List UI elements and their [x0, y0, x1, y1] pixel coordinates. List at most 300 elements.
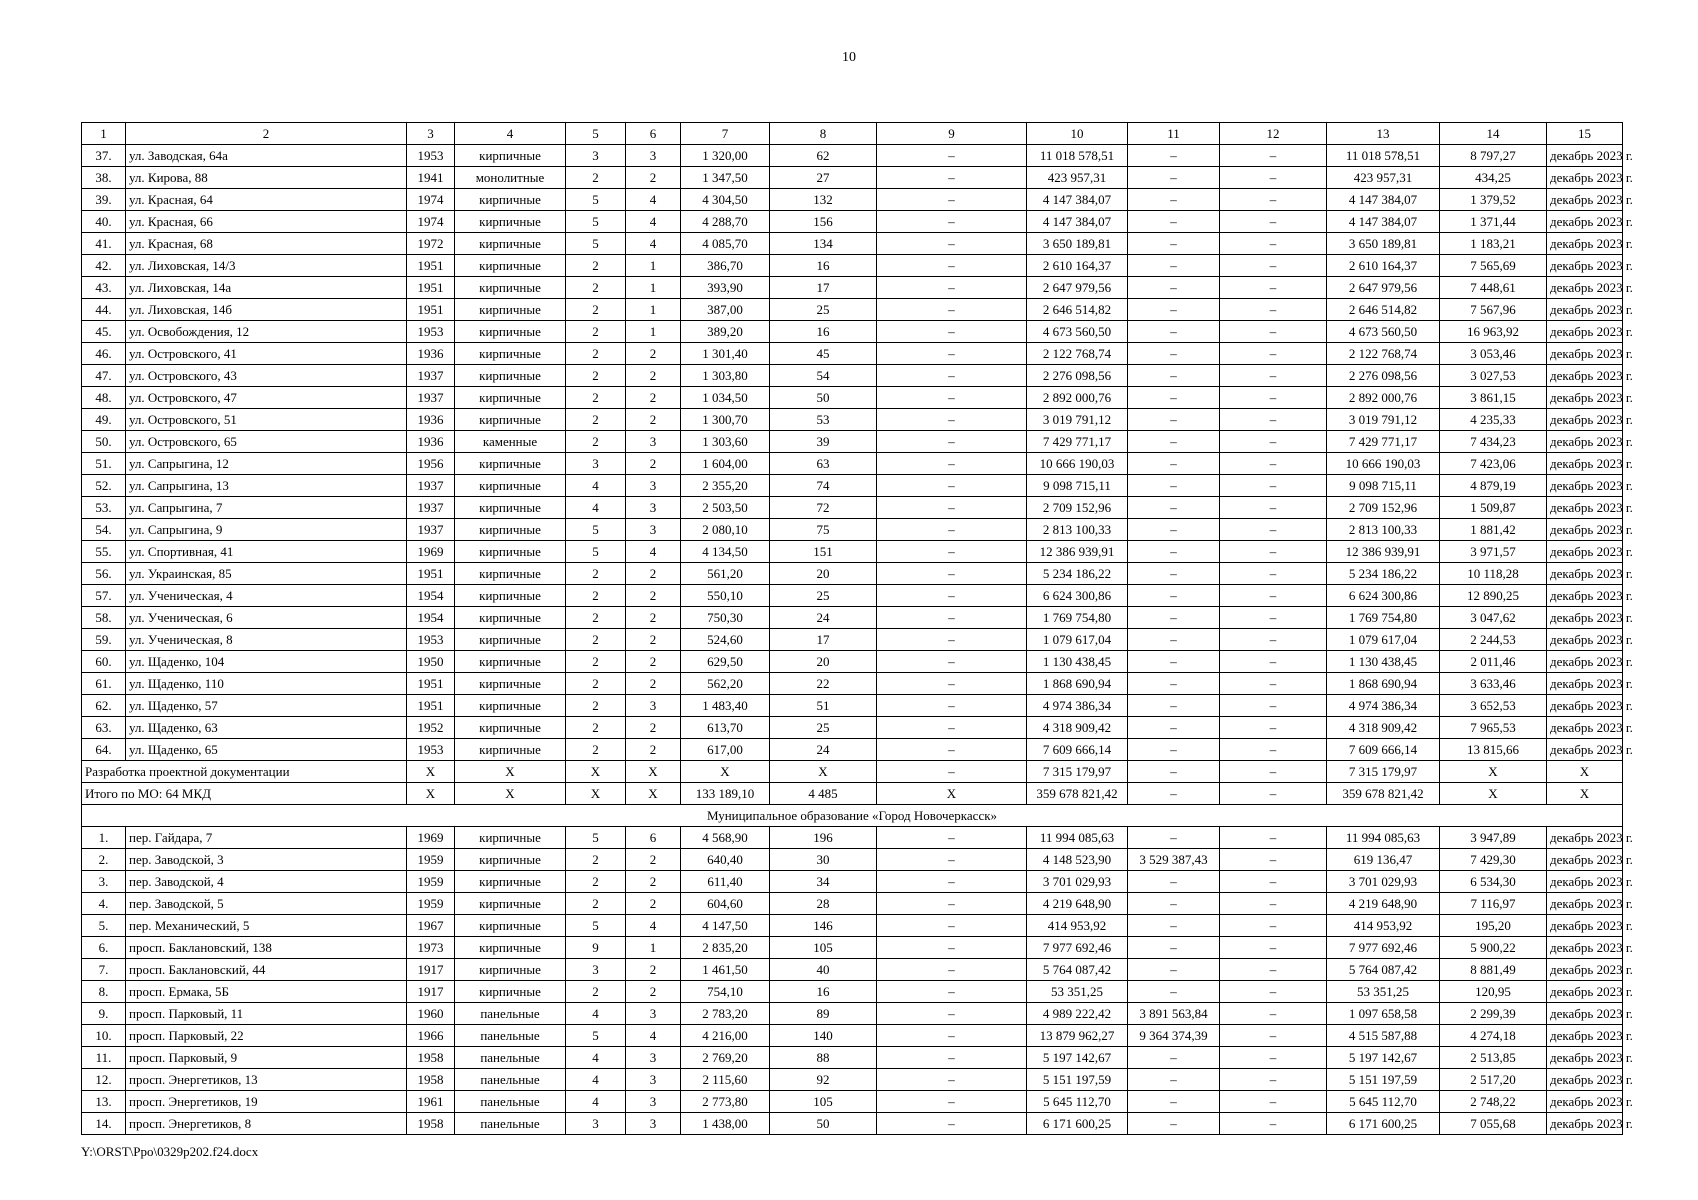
table-cell: –	[1220, 937, 1327, 959]
table-cell: 617,00	[681, 739, 770, 761]
table-cell: 46.	[82, 343, 126, 365]
table-cell: 3 529 387,43	[1128, 849, 1220, 871]
table-cell: кирпичные	[455, 827, 566, 849]
table-cell: 2 783,20	[681, 1003, 770, 1025]
table-cell: 4	[566, 475, 626, 497]
table-cell: –	[877, 343, 1027, 365]
table-cell: 2 517,20	[1440, 1069, 1547, 1091]
table-cell: 4 989 222,42	[1027, 1003, 1128, 1025]
table-cell: –	[877, 651, 1027, 673]
table-cell: декабрь 2023 г.	[1547, 167, 1623, 189]
table-cell: 4 147 384,07	[1027, 211, 1128, 233]
table-cell: кирпичные	[455, 585, 566, 607]
table-cell: декабрь 2023 г.	[1547, 365, 1623, 387]
table-cell: 4 085,70	[681, 233, 770, 255]
table-cell: 3 053,46	[1440, 343, 1547, 365]
table-cell: 561,20	[681, 563, 770, 585]
table-cell: кирпичные	[455, 299, 566, 321]
table-cell: 1958	[407, 1113, 455, 1135]
table-cell: 132	[770, 189, 877, 211]
table-cell: декабрь 2023 г.	[1547, 299, 1623, 321]
table-cell: –	[1128, 959, 1220, 981]
table-cell: 2	[566, 409, 626, 431]
table-cell: 3 861,15	[1440, 387, 1547, 409]
table-cell: 7 609 666,14	[1327, 739, 1440, 761]
table-cell: 1960	[407, 1003, 455, 1025]
table-cell: –	[1128, 695, 1220, 717]
table-cell: 3	[626, 1069, 681, 1091]
table-cell: 47.	[82, 365, 126, 387]
table-cell: 2 610 164,37	[1027, 255, 1128, 277]
design-docs-row	[82, 761, 1623, 783]
table-cell: 611,40	[681, 871, 770, 893]
table-cell: ул. Щаденко, 110	[126, 673, 407, 695]
table-cell: 7 423,06	[1440, 453, 1547, 475]
table-cell: –	[1128, 827, 1220, 849]
table-cell: 1966	[407, 1025, 455, 1047]
table-cell: 3 019 791,12	[1027, 409, 1128, 431]
table-cell: кирпичные	[455, 871, 566, 893]
table-cell: 2 892 000,76	[1327, 387, 1440, 409]
table-cell: 3	[566, 145, 626, 167]
table-cell: –	[877, 167, 1027, 189]
table-cell: 1 881,42	[1440, 519, 1547, 541]
table-row	[82, 453, 1623, 475]
table-cell: 2 276 098,56	[1027, 365, 1128, 387]
table-cell: 524,60	[681, 629, 770, 651]
table-cell: 1917	[407, 981, 455, 1003]
table-cell: –	[1128, 915, 1220, 937]
table-cell: 25	[770, 299, 877, 321]
table-cell: 2	[566, 299, 626, 321]
table-cell: 1953	[407, 145, 455, 167]
table-cell: 3 650 189,81	[1327, 233, 1440, 255]
table-cell: 3 652,53	[1440, 695, 1547, 717]
table-cell: пер. Механический, 5	[126, 915, 407, 937]
table-cell: 39.	[82, 189, 126, 211]
table-cell: –	[1220, 1025, 1327, 1047]
table-cell: ул. Лиховская, 14/3	[126, 255, 407, 277]
table-cell: 11 994 085,63	[1027, 827, 1128, 849]
table-cell: –	[877, 1091, 1027, 1113]
table-cell: 17	[770, 629, 877, 651]
table-cell: 9	[566, 937, 626, 959]
table-cell: –	[877, 981, 1027, 1003]
table-cell: 1958	[407, 1047, 455, 1069]
table-cell: декабрь 2023 г.	[1547, 1069, 1623, 1091]
table-cell: 2 709 152,96	[1327, 497, 1440, 519]
table-cell: 1 438,00	[681, 1113, 770, 1135]
table-cell: 3	[626, 497, 681, 519]
table-cell: –	[1128, 233, 1220, 255]
table-cell: 4 288,70	[681, 211, 770, 233]
table-cell: 2	[566, 387, 626, 409]
table-cell: ул. Ученическая, 8	[126, 629, 407, 651]
table-cell: 1972	[407, 233, 455, 255]
table-cell: 2 709 152,96	[1027, 497, 1128, 519]
table-cell: 2 244,53	[1440, 629, 1547, 651]
table-cell: –	[1128, 981, 1220, 1003]
table-cell: 629,50	[681, 651, 770, 673]
table-cell: 3 701 029,93	[1027, 871, 1128, 893]
table-row	[82, 563, 1623, 585]
column-number: 9	[877, 123, 1027, 145]
table-cell: –	[1128, 387, 1220, 409]
table-cell: декабрь 2023 г.	[1547, 1113, 1623, 1135]
table-row	[82, 519, 1623, 541]
table-cell: –	[877, 585, 1027, 607]
table-cell: X	[1440, 761, 1547, 783]
table-cell: 1 130 438,45	[1027, 651, 1128, 673]
column-number: 1	[82, 123, 126, 145]
table-cell: 41.	[82, 233, 126, 255]
table-cell: декабрь 2023 г.	[1547, 431, 1623, 453]
table-cell: 59.	[82, 629, 126, 651]
table-cell: панельные	[455, 1025, 566, 1047]
table-cell: 5	[566, 519, 626, 541]
table-cell: 2	[566, 321, 626, 343]
table-cell: кирпичные	[455, 893, 566, 915]
table-cell: 4 568,90	[681, 827, 770, 849]
table-cell: –	[877, 717, 1027, 739]
table-row	[82, 211, 1623, 233]
table-cell: кирпичные	[455, 475, 566, 497]
table-cell: –	[877, 937, 1027, 959]
table-cell: 53	[770, 409, 877, 431]
table-row	[82, 1047, 1623, 1069]
table-cell: кирпичные	[455, 277, 566, 299]
table-cell: ул. Сапрыгина, 7	[126, 497, 407, 519]
table-cell: ул. Украинская, 85	[126, 563, 407, 585]
table-cell: 40.	[82, 211, 126, 233]
table-cell: ул. Ученическая, 6	[126, 607, 407, 629]
table-row	[82, 475, 1623, 497]
table-cell: 54	[770, 365, 877, 387]
table-cell: 1 034,50	[681, 387, 770, 409]
table-cell: 2	[566, 563, 626, 585]
table-cell: 1950	[407, 651, 455, 673]
table-cell: 1917	[407, 959, 455, 981]
table-cell: 4 274,18	[1440, 1025, 1547, 1047]
table-cell: 43.	[82, 277, 126, 299]
table-cell: 7 565,69	[1440, 255, 1547, 277]
table-cell: 6	[626, 827, 681, 849]
table-cell: 5 197 142,67	[1327, 1047, 1440, 1069]
table-cell: 44.	[82, 299, 126, 321]
table-cell: 389,20	[681, 321, 770, 343]
table-row	[82, 189, 1623, 211]
table-cell: 2	[566, 167, 626, 189]
table-cell: 4 515 587,88	[1327, 1025, 1440, 1047]
column-number: 13	[1327, 123, 1440, 145]
column-number: 3	[407, 123, 455, 145]
table-cell: 6 624 300,86	[1327, 585, 1440, 607]
table-cell: 1 303,80	[681, 365, 770, 387]
table-cell: 2 769,20	[681, 1047, 770, 1069]
table-cell: 11.	[82, 1047, 126, 1069]
table-cell: 2	[566, 695, 626, 717]
table-cell: 4 216,00	[681, 1025, 770, 1047]
table-cell: –	[1128, 937, 1220, 959]
table-row	[82, 1025, 1623, 1047]
table-cell: кирпичные	[455, 563, 566, 585]
table-cell: –	[1220, 387, 1327, 409]
table-cell: 2	[626, 607, 681, 629]
table-cell: декабрь 2023 г.	[1547, 387, 1623, 409]
table-cell: –	[1220, 563, 1327, 585]
table-cell: 2	[626, 893, 681, 915]
table-cell: 2	[626, 563, 681, 585]
table-row	[82, 607, 1623, 629]
table-cell: –	[877, 519, 1027, 541]
table-cell: кирпичные	[455, 695, 566, 717]
table-cell: 7 609 666,14	[1027, 739, 1128, 761]
table-cell: 10.	[82, 1025, 126, 1047]
table-cell: 89	[770, 1003, 877, 1025]
table-cell: 7 315 179,97	[1027, 761, 1128, 783]
table-cell: 2	[626, 343, 681, 365]
table-cell: 63	[770, 453, 877, 475]
table-cell: –	[1220, 761, 1327, 783]
table-row	[82, 497, 1623, 519]
table-cell: 2	[626, 629, 681, 651]
table-cell: кирпичные	[455, 453, 566, 475]
table-cell: –	[877, 871, 1027, 893]
table-cell: 9.	[82, 1003, 126, 1025]
table-cell: 4 147 384,07	[1327, 189, 1440, 211]
table-cell: 2 892 000,76	[1027, 387, 1128, 409]
table-cell: –	[1128, 475, 1220, 497]
table-cell: –	[877, 453, 1027, 475]
table-cell: 2	[626, 849, 681, 871]
table-cell: 54.	[82, 519, 126, 541]
table-cell: 6.	[82, 937, 126, 959]
table-row	[82, 827, 1623, 849]
table-cell: 4.	[82, 893, 126, 915]
table-cell: 5 900,22	[1440, 937, 1547, 959]
table-cell: 1954	[407, 585, 455, 607]
table-cell: декабрь 2023 г.	[1547, 1091, 1623, 1113]
table-cell: 2 011,46	[1440, 651, 1547, 673]
table-cell: –	[1220, 1113, 1327, 1135]
table-cell: X	[626, 783, 681, 805]
table-cell: кирпичные	[455, 651, 566, 673]
table-cell: ул. Островского, 47	[126, 387, 407, 409]
table-cell: 4	[626, 1025, 681, 1047]
table-cell: 2	[626, 453, 681, 475]
table-cell: 40	[770, 959, 877, 981]
file-path: Y:\ORST\Ppo\0329p202.f24.docx	[81, 1144, 259, 1159]
table-cell: –	[1220, 673, 1327, 695]
table-cell: декабрь 2023 г.	[1547, 497, 1623, 519]
table-cell: –	[1128, 167, 1220, 189]
table-cell: 6 171 600,25	[1327, 1113, 1440, 1135]
table-cell: –	[877, 607, 1027, 629]
table-cell: 1 868 690,94	[1027, 673, 1128, 695]
table-cell: X	[455, 783, 566, 805]
table-cell: 754,10	[681, 981, 770, 1003]
table-cell: декабрь 2023 г.	[1547, 1025, 1623, 1047]
table-cell: каменные	[455, 431, 566, 453]
table-cell: –	[1128, 1047, 1220, 1069]
table-cell: 2	[566, 585, 626, 607]
table-cell: 2 813 100,33	[1327, 519, 1440, 541]
table-cell: 359 678 821,42	[1027, 783, 1128, 805]
table-cell: 50	[770, 387, 877, 409]
table-cell: 105	[770, 937, 877, 959]
table-cell: 1941	[407, 167, 455, 189]
table-cell: 4	[566, 1091, 626, 1113]
column-number: 15	[1547, 123, 1623, 145]
table-cell: декабрь 2023 г.	[1547, 849, 1623, 871]
column-number: 2	[126, 123, 407, 145]
table-cell: X	[770, 761, 877, 783]
table-cell: 387,00	[681, 299, 770, 321]
table-cell: –	[1220, 717, 1327, 739]
table-cell: –	[1128, 717, 1220, 739]
table-cell: 49.	[82, 409, 126, 431]
table-cell: кирпичные	[455, 739, 566, 761]
total-label: Итого по МО: 64 МКД	[82, 783, 407, 805]
table-cell: ул. Сапрыгина, 12	[126, 453, 407, 475]
table-cell: ул. Щаденко, 63	[126, 717, 407, 739]
table-cell: 34	[770, 871, 877, 893]
total-row	[82, 783, 1623, 805]
column-number: 6	[626, 123, 681, 145]
table-cell: 1 461,50	[681, 959, 770, 981]
table-cell: декабрь 2023 г.	[1547, 959, 1623, 981]
table-cell: –	[1128, 145, 1220, 167]
table-cell: 1953	[407, 321, 455, 343]
table-cell: 7 434,23	[1440, 431, 1547, 453]
table-cell: 7 567,96	[1440, 299, 1547, 321]
table-cell: декабрь 2023 г.	[1547, 827, 1623, 849]
table-cell: 1951	[407, 695, 455, 717]
table-cell: 1 769 754,80	[1327, 607, 1440, 629]
table-cell: –	[1220, 431, 1327, 453]
table-cell: ул. Кирова, 88	[126, 167, 407, 189]
table-cell: 146	[770, 915, 877, 937]
table-cell: 3 891 563,84	[1128, 1003, 1220, 1025]
table-cell: декабрь 2023 г.	[1547, 453, 1623, 475]
table-cell: 2	[626, 871, 681, 893]
table-cell: –	[1128, 189, 1220, 211]
table-cell: 4 673 560,50	[1027, 321, 1128, 343]
table-cell: пер. Заводской, 3	[126, 849, 407, 871]
table-cell: 2 647 979,56	[1327, 277, 1440, 299]
table-cell: пер. Заводской, 5	[126, 893, 407, 915]
table-cell: 1 303,60	[681, 431, 770, 453]
table-row	[82, 981, 1623, 1003]
table-cell: 11 018 578,51	[1327, 145, 1440, 167]
table-cell: 4 974 386,34	[1027, 695, 1128, 717]
table-cell: 45	[770, 343, 877, 365]
table-cell: ул. Ученическая, 4	[126, 585, 407, 607]
table-cell: –	[1220, 739, 1327, 761]
table-cell: кирпичные	[455, 981, 566, 1003]
table-cell: 1967	[407, 915, 455, 937]
table-cell: 4 219 648,90	[1027, 893, 1128, 915]
table-cell: 434,25	[1440, 167, 1547, 189]
table-cell: 1 379,52	[1440, 189, 1547, 211]
table-body	[82, 123, 1633, 1135]
table-cell: 2	[626, 959, 681, 981]
table-cell: –	[1220, 145, 1327, 167]
table-cell: 53.	[82, 497, 126, 519]
table-cell: ул. Щаденко, 65	[126, 739, 407, 761]
table-cell: кирпичные	[455, 211, 566, 233]
table-cell: 414 953,92	[1327, 915, 1440, 937]
table-cell: X	[1547, 783, 1623, 805]
table-cell: 4	[626, 541, 681, 563]
table-cell: кирпичные	[455, 255, 566, 277]
table-cell: 1 097 658,58	[1327, 1003, 1440, 1025]
table-cell: кирпичные	[455, 937, 566, 959]
table-cell: ул. Лиховская, 14б	[126, 299, 407, 321]
table-cell: 4 147 384,07	[1327, 211, 1440, 233]
table-cell: –	[877, 211, 1027, 233]
table-cell: декабрь 2023 г.	[1547, 871, 1623, 893]
table-cell: 16 963,92	[1440, 321, 1547, 343]
table-cell: 3	[626, 431, 681, 453]
table-cell: –	[1128, 871, 1220, 893]
table-cell: –	[877, 255, 1027, 277]
table-cell: X	[455, 761, 566, 783]
table-cell: –	[1128, 607, 1220, 629]
table-cell: 20	[770, 563, 877, 585]
table-cell: –	[1128, 1113, 1220, 1135]
table-cell: 2	[626, 651, 681, 673]
table-cell: 7 448,61	[1440, 277, 1547, 299]
table-cell: 1 347,50	[681, 167, 770, 189]
table-row	[82, 695, 1623, 717]
table-cell: 1954	[407, 607, 455, 629]
table-row	[82, 629, 1623, 651]
table-cell: 1936	[407, 431, 455, 453]
table-row	[82, 1091, 1623, 1113]
table-cell: 196	[770, 827, 877, 849]
table-cell: –	[1128, 211, 1220, 233]
table-cell: 4	[566, 1047, 626, 1069]
table-cell: 386,70	[681, 255, 770, 277]
table-cell: –	[1128, 343, 1220, 365]
table-cell: кирпичные	[455, 541, 566, 563]
table-cell: 63.	[82, 717, 126, 739]
table-cell: –	[877, 475, 1027, 497]
table-cell: X	[626, 761, 681, 783]
table-row	[82, 1003, 1623, 1025]
table-cell: –	[877, 959, 1027, 981]
table-cell: 50	[770, 1113, 877, 1135]
table-cell: 24	[770, 739, 877, 761]
table-cell: –	[1220, 343, 1327, 365]
table-cell: X	[681, 761, 770, 783]
table-cell: 2	[626, 981, 681, 1003]
table-cell: 7 315 179,97	[1327, 761, 1440, 783]
table-cell: декабрь 2023 г.	[1547, 695, 1623, 717]
table-cell: 64.	[82, 739, 126, 761]
table-cell: 2	[566, 431, 626, 453]
table-cell: кирпичные	[455, 849, 566, 871]
table-cell: 1959	[407, 849, 455, 871]
table-cell: декабрь 2023 г.	[1547, 475, 1623, 497]
table-cell: просп. Ермака, 5Б	[126, 981, 407, 1003]
table-cell: просп. Энергетиков, 19	[126, 1091, 407, 1113]
table-cell: декабрь 2023 г.	[1547, 673, 1623, 695]
table-cell: 2 646 514,82	[1027, 299, 1128, 321]
table-cell: 5	[566, 827, 626, 849]
table-cell: –	[1128, 673, 1220, 695]
